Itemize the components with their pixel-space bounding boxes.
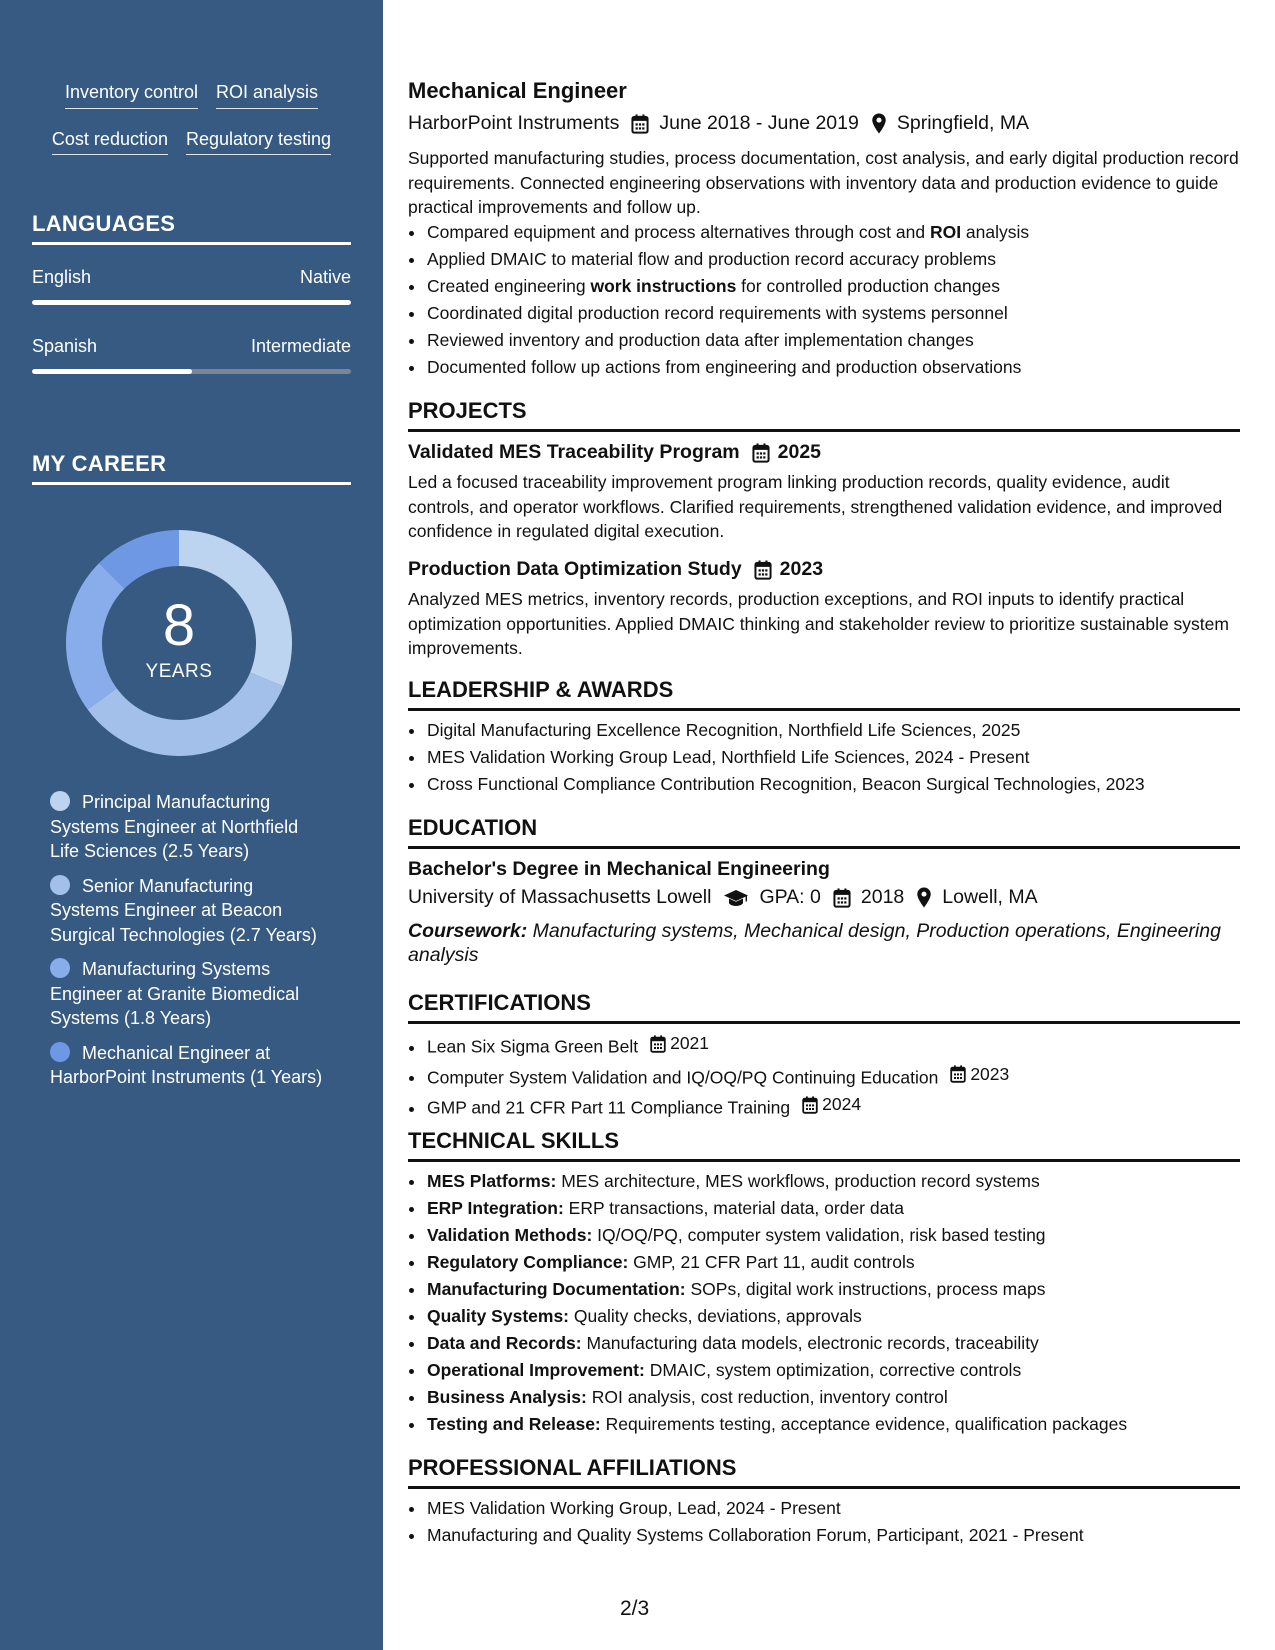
sidebar xyxy=(0,0,383,1650)
leadership-list xyxy=(408,717,1258,798)
job-bullet xyxy=(426,327,1258,354)
legend-dot xyxy=(50,1042,70,1062)
skill-item xyxy=(426,1303,1258,1330)
skill-item xyxy=(426,1276,1258,1303)
donut-center xyxy=(66,530,292,756)
project-title: Production Data Optimization Study xyxy=(408,558,742,580)
skill-item xyxy=(426,1330,1258,1357)
company-name: HarborPoint Instruments xyxy=(408,112,620,134)
project-title-row xyxy=(408,441,1240,464)
job-meta xyxy=(408,112,1240,135)
skill-item xyxy=(426,1249,1258,1276)
certification-name: Computer System Validation and IQ/OQ/PQ Continuing Education xyxy=(427,1067,939,1087)
skill-label: Business Analysis: xyxy=(427,1387,587,1407)
skill-value: ROI analysis, cost reduction, inventory control xyxy=(591,1387,948,1407)
bullet-text: for controlled production changes xyxy=(736,276,1000,296)
calendar-icon xyxy=(752,443,770,463)
career-item xyxy=(50,1041,325,1090)
skill-value: Requirements testing, acceptance evidence, qualification packages xyxy=(605,1414,1128,1434)
skill-item xyxy=(426,1384,1258,1411)
projects-heading: PROJECTS xyxy=(408,398,1240,432)
skill-item xyxy=(426,1411,1258,1438)
calendar-icon xyxy=(631,114,649,134)
skill-value: GMP, 21 CFR Part 11, audit controls xyxy=(633,1252,915,1272)
job-dates: June 2018 - June 2019 xyxy=(659,112,859,134)
skill-value: MES architecture, MES workflows, production record systems xyxy=(561,1171,1040,1191)
skill-label: Testing and Release: xyxy=(427,1414,601,1434)
project-title-row xyxy=(408,558,1240,581)
skill-value: SOPs, digital work instructions, process maps xyxy=(690,1279,1046,1299)
language-proficiency-fill xyxy=(32,369,192,374)
career-donut-chart xyxy=(66,530,292,756)
job-summary: Supported manufacturing studies, process documentation, cost analysis, and early digital production record requirements. Connected engineering observations with inventory data and production evidence to guide practical improvements and follow up. xyxy=(408,148,1239,217)
project-title: Validated MES Traceability Program xyxy=(408,441,740,463)
map-pin-icon xyxy=(916,887,932,908)
affiliation-item: • MES Validation Working Group, Lead, 2024 - Present xyxy=(426,1495,1258,1522)
bullet-text: Applied DMAIC to material flow and production record accuracy problems xyxy=(427,249,997,269)
coursework xyxy=(408,919,1240,967)
job-bullet xyxy=(426,246,1258,273)
calendar-icon xyxy=(833,888,851,908)
languages-heading: LANGUAGES xyxy=(32,211,351,245)
leadership-heading: LEADERSHIP & AWARDS xyxy=(408,677,1240,711)
leadership-item: • MES Validation Working Group Lead, Northfield Life Sciences, 2024 - Present xyxy=(426,744,1258,771)
career-item-text: Manufacturing Systems Engineer at Granite Biomedical Systems (1.8 Years) xyxy=(50,959,300,1028)
career-item-text: Mechanical Engineer at HarborPoint Instruments (1 Years) xyxy=(50,1042,323,1087)
bullet-text: Coordinated digital production record requirements with systems personnel xyxy=(427,303,1008,323)
career-list xyxy=(50,790,325,1100)
bullet-text: Reviewed inventory and production data after implementation changes xyxy=(427,330,974,350)
bullet-text: Documented follow up actions from engineering and production observations xyxy=(427,357,1022,377)
skill-value: ERP transactions, material data, order data xyxy=(568,1198,904,1218)
affiliations-list xyxy=(408,1495,1258,1549)
language-level: Intermediate xyxy=(250,336,351,356)
job-bullet xyxy=(426,219,1258,246)
skill-tag: ROI analysis xyxy=(216,82,318,109)
certification-year: 2023 xyxy=(970,1063,1010,1084)
job-title: Mechanical Engineer xyxy=(408,78,627,103)
language-proficiency-bar xyxy=(32,369,351,374)
coursework-list: Manufacturing systems, Mechanical design, Production operations, Engineering analysis xyxy=(408,920,1221,966)
bullet-text: analysis xyxy=(961,222,1030,242)
skill-label: Quality Systems: xyxy=(427,1306,569,1326)
job-bullets xyxy=(408,219,1258,381)
career-item xyxy=(50,874,325,948)
language-spanish xyxy=(32,336,351,374)
tag-row xyxy=(0,82,383,109)
calendar-icon xyxy=(754,560,772,580)
certification-item xyxy=(426,1091,1258,1122)
certification-year: 2021 xyxy=(670,1033,710,1053)
school-name: University of Massachusetts Lowell xyxy=(408,886,712,908)
skills-heading: TECHNICAL SKILLS xyxy=(408,1128,1240,1162)
leadership-item: • Cross Functional Compliance Contribution Recognition, Beacon Surgical Technologies, 2023 xyxy=(426,771,1258,798)
graduation-cap-icon xyxy=(723,889,749,907)
skill-tag: Inventory control xyxy=(65,82,198,109)
leadership-item: • Digital Manufacturing Excellence Recognition, Northfield Life Sciences, 2025 xyxy=(426,717,1258,744)
certification-item xyxy=(426,1061,1258,1092)
project-year: 2025 xyxy=(777,441,822,463)
job-bullet xyxy=(426,354,1258,381)
skill-label: Validation Methods: xyxy=(427,1225,593,1245)
language-level: Native xyxy=(299,267,351,287)
career-item xyxy=(50,957,325,1031)
skill-value: Quality checks, deviations, approvals xyxy=(573,1306,862,1326)
calendar-icon xyxy=(650,1035,666,1053)
language-name: Spanish xyxy=(32,336,98,356)
skill-tags xyxy=(0,82,383,175)
career-item-text: Senior Manufacturing Systems Engineer at Beacon Surgical Technologies (2.7 Years) xyxy=(50,875,317,945)
skill-item xyxy=(426,1357,1258,1384)
career-heading: MY CAREER xyxy=(32,451,351,485)
project-description: Analyzed MES metrics, inventory records, production exceptions, and ROI inputs to identify practical optimization opportunities. Applied DMAIC thinking and stakeholder review to prioritize sustainable system improvements. xyxy=(408,589,1229,658)
calendar-icon xyxy=(950,1065,966,1083)
affiliations-heading: PROFESSIONAL AFFILIATIONS xyxy=(408,1455,1240,1489)
bullet-bold: work instructions xyxy=(590,276,737,296)
graduation-year: 2018 xyxy=(860,886,905,908)
skill-item xyxy=(426,1195,1258,1222)
coursework-label: Coursework: xyxy=(408,920,528,942)
legend-dot xyxy=(50,791,70,811)
skills-list xyxy=(408,1168,1258,1438)
skill-label: Operational Improvement: xyxy=(427,1360,645,1380)
job-bullet xyxy=(426,273,1258,300)
bullet-text: Compared equipment and process alternatives through cost and xyxy=(427,222,930,242)
skill-tag: Regulatory testing xyxy=(186,129,331,156)
language-name: English xyxy=(32,267,92,287)
language-english xyxy=(32,267,351,305)
page-number: 2/3 xyxy=(620,1597,650,1620)
certification-year: 2024 xyxy=(822,1094,862,1114)
language-proficiency-bar xyxy=(32,300,351,305)
skill-label: MES Platforms: xyxy=(427,1171,557,1191)
career-item-text: Principal Manufacturing Systems Engineer at Northfield Life Sciences (2.5 Years) xyxy=(50,792,299,861)
project-year: 2023 xyxy=(779,558,824,580)
education-meta xyxy=(408,886,1240,909)
calendar-icon xyxy=(802,1096,818,1114)
degree: Bachelor's Degree in Mechanical Engineering xyxy=(408,858,830,880)
job-location: Springfield, MA xyxy=(896,112,1030,134)
certifications-heading: CERTIFICATIONS xyxy=(408,990,1240,1024)
job-bullet xyxy=(426,300,1258,327)
school-location: Lowell, MA xyxy=(942,886,1038,908)
certification-name: Lean Six Sigma Green Belt xyxy=(427,1036,639,1057)
bullet-text: Created engineering xyxy=(427,276,591,296)
skill-item xyxy=(426,1222,1258,1249)
skill-value: Manufacturing data models, electronic records, traceability xyxy=(586,1333,1039,1353)
skill-label: Data and Records: xyxy=(427,1333,582,1353)
language-proficiency-fill xyxy=(32,300,351,305)
legend-dot xyxy=(50,958,70,978)
skill-value: IQ/OQ/PQ, computer system validation, risk based testing xyxy=(597,1225,1046,1245)
career-item xyxy=(50,790,325,864)
certifications-list xyxy=(408,1030,1258,1122)
map-pin-icon xyxy=(871,113,887,134)
legend-dot xyxy=(50,875,70,895)
skill-item xyxy=(426,1168,1258,1195)
career-total-label: YEARS xyxy=(145,661,213,682)
skill-label: Manufacturing Documentation: xyxy=(427,1279,686,1299)
skill-value: DMAIC, system optimization, corrective controls xyxy=(649,1360,1022,1380)
skill-label: Regulatory Compliance: xyxy=(427,1252,629,1272)
skill-label: ERP Integration: xyxy=(427,1198,564,1218)
tag-row xyxy=(0,129,383,156)
bullet-bold: ROI xyxy=(929,222,962,242)
project-description: Led a focused traceability improvement program linking production records, quality evidence, audit controls, and operator workflows. Clarified requirements, strengthened validation evidence, and improved confidence in regulated digital execution. xyxy=(408,472,1223,541)
certification-name: GMP and 21 CFR Part 11 Compliance Training xyxy=(427,1097,791,1118)
certification-item xyxy=(426,1030,1258,1061)
gpa: GPA: 0 xyxy=(759,886,821,908)
education-heading: EDUCATION xyxy=(408,815,1240,849)
affiliation-item: • Manufacturing and Quality Systems Collaboration Forum, Participant, 2021 - Present xyxy=(426,1522,1258,1549)
skill-tag: Cost reduction xyxy=(52,129,168,156)
career-total-years: 8 xyxy=(162,593,196,658)
